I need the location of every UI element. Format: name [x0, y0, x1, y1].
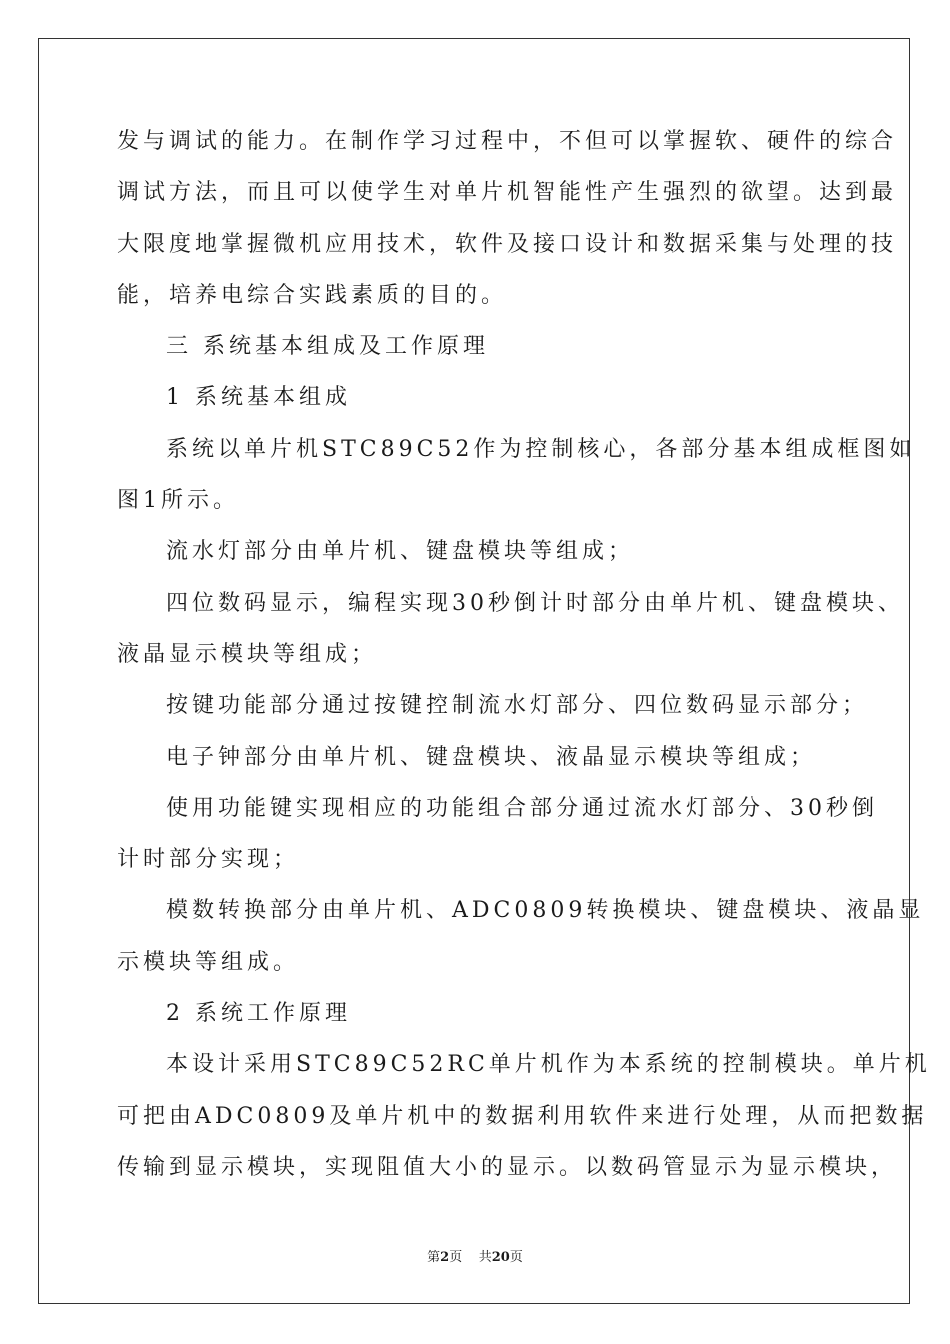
document-body	[117, 128, 931, 1205]
text-line: 能，培养电综合实践素质的目的。	[117, 282, 508, 308]
page-suffix: 页	[449, 1250, 463, 1265]
text-line: 1 系统基本组成	[166, 385, 351, 411]
text-line: 示模块等组成。	[117, 949, 300, 975]
text-line: 使用功能键实现相应的功能组合部分通过流水灯部分、30秒倒	[166, 795, 878, 821]
text-line: 发与调试的能力。在制作学习过程中，不但可以掌握软、硬件的综合	[117, 129, 898, 154]
text-line: 计时部分实现；	[117, 847, 300, 873]
page-number: 2	[440, 1250, 450, 1265]
text-line: 图1所示。	[117, 488, 239, 514]
text-line: 电子钟部分由单片机、键盘模块、液晶显示模块等组成；	[166, 744, 817, 770]
text-line: 流水灯部分由单片机、键盘模块等组成；	[166, 539, 635, 565]
text-line: 本设计采用STC89C52RC单片机作为本系统的控制模块。单片机	[166, 1052, 931, 1078]
text-line: 模数转换部分由单片机、ADC0809转换模块、键盘模块、液晶显	[166, 898, 925, 924]
total-pages: 20	[491, 1250, 510, 1265]
total-suffix: 页	[509, 1250, 523, 1265]
text-line: 液晶显示模块等组成；	[117, 641, 378, 667]
text-line: 四位数码显示，编程实现30秒倒计时部分由单片机、键盘模块、	[166, 590, 904, 616]
text-line: 调试方法，而且可以使学生对单片机智能性产生强烈的欲望。达到最	[117, 180, 898, 206]
text-line: 按键功能部分通过按键控制流水灯部分、四位数码显示部分；	[166, 693, 869, 719]
text-line: 传输到显示模块，实现阻值大小的显示。以数码管显示为显示模块，	[117, 1154, 898, 1180]
page-prefix: 第	[427, 1250, 441, 1265]
page-footer	[0, 1250, 950, 1266]
text-line: 系统以单片机STC89C52作为控制核心，各部分基本组成框图如	[166, 436, 916, 462]
total-prefix: 共	[478, 1250, 492, 1265]
text-line: 2 系统工作原理	[166, 1001, 351, 1027]
text-line: 大限度地掌握微机应用技术，软件及接口设计和数据采集与处理的技	[117, 231, 898, 257]
text-line: 可把由ADC0809及单片机中的数据利用软件来进行处理，从而把数据	[117, 1103, 928, 1129]
text-line: 三 系统基本组成及工作原理	[166, 334, 489, 360]
